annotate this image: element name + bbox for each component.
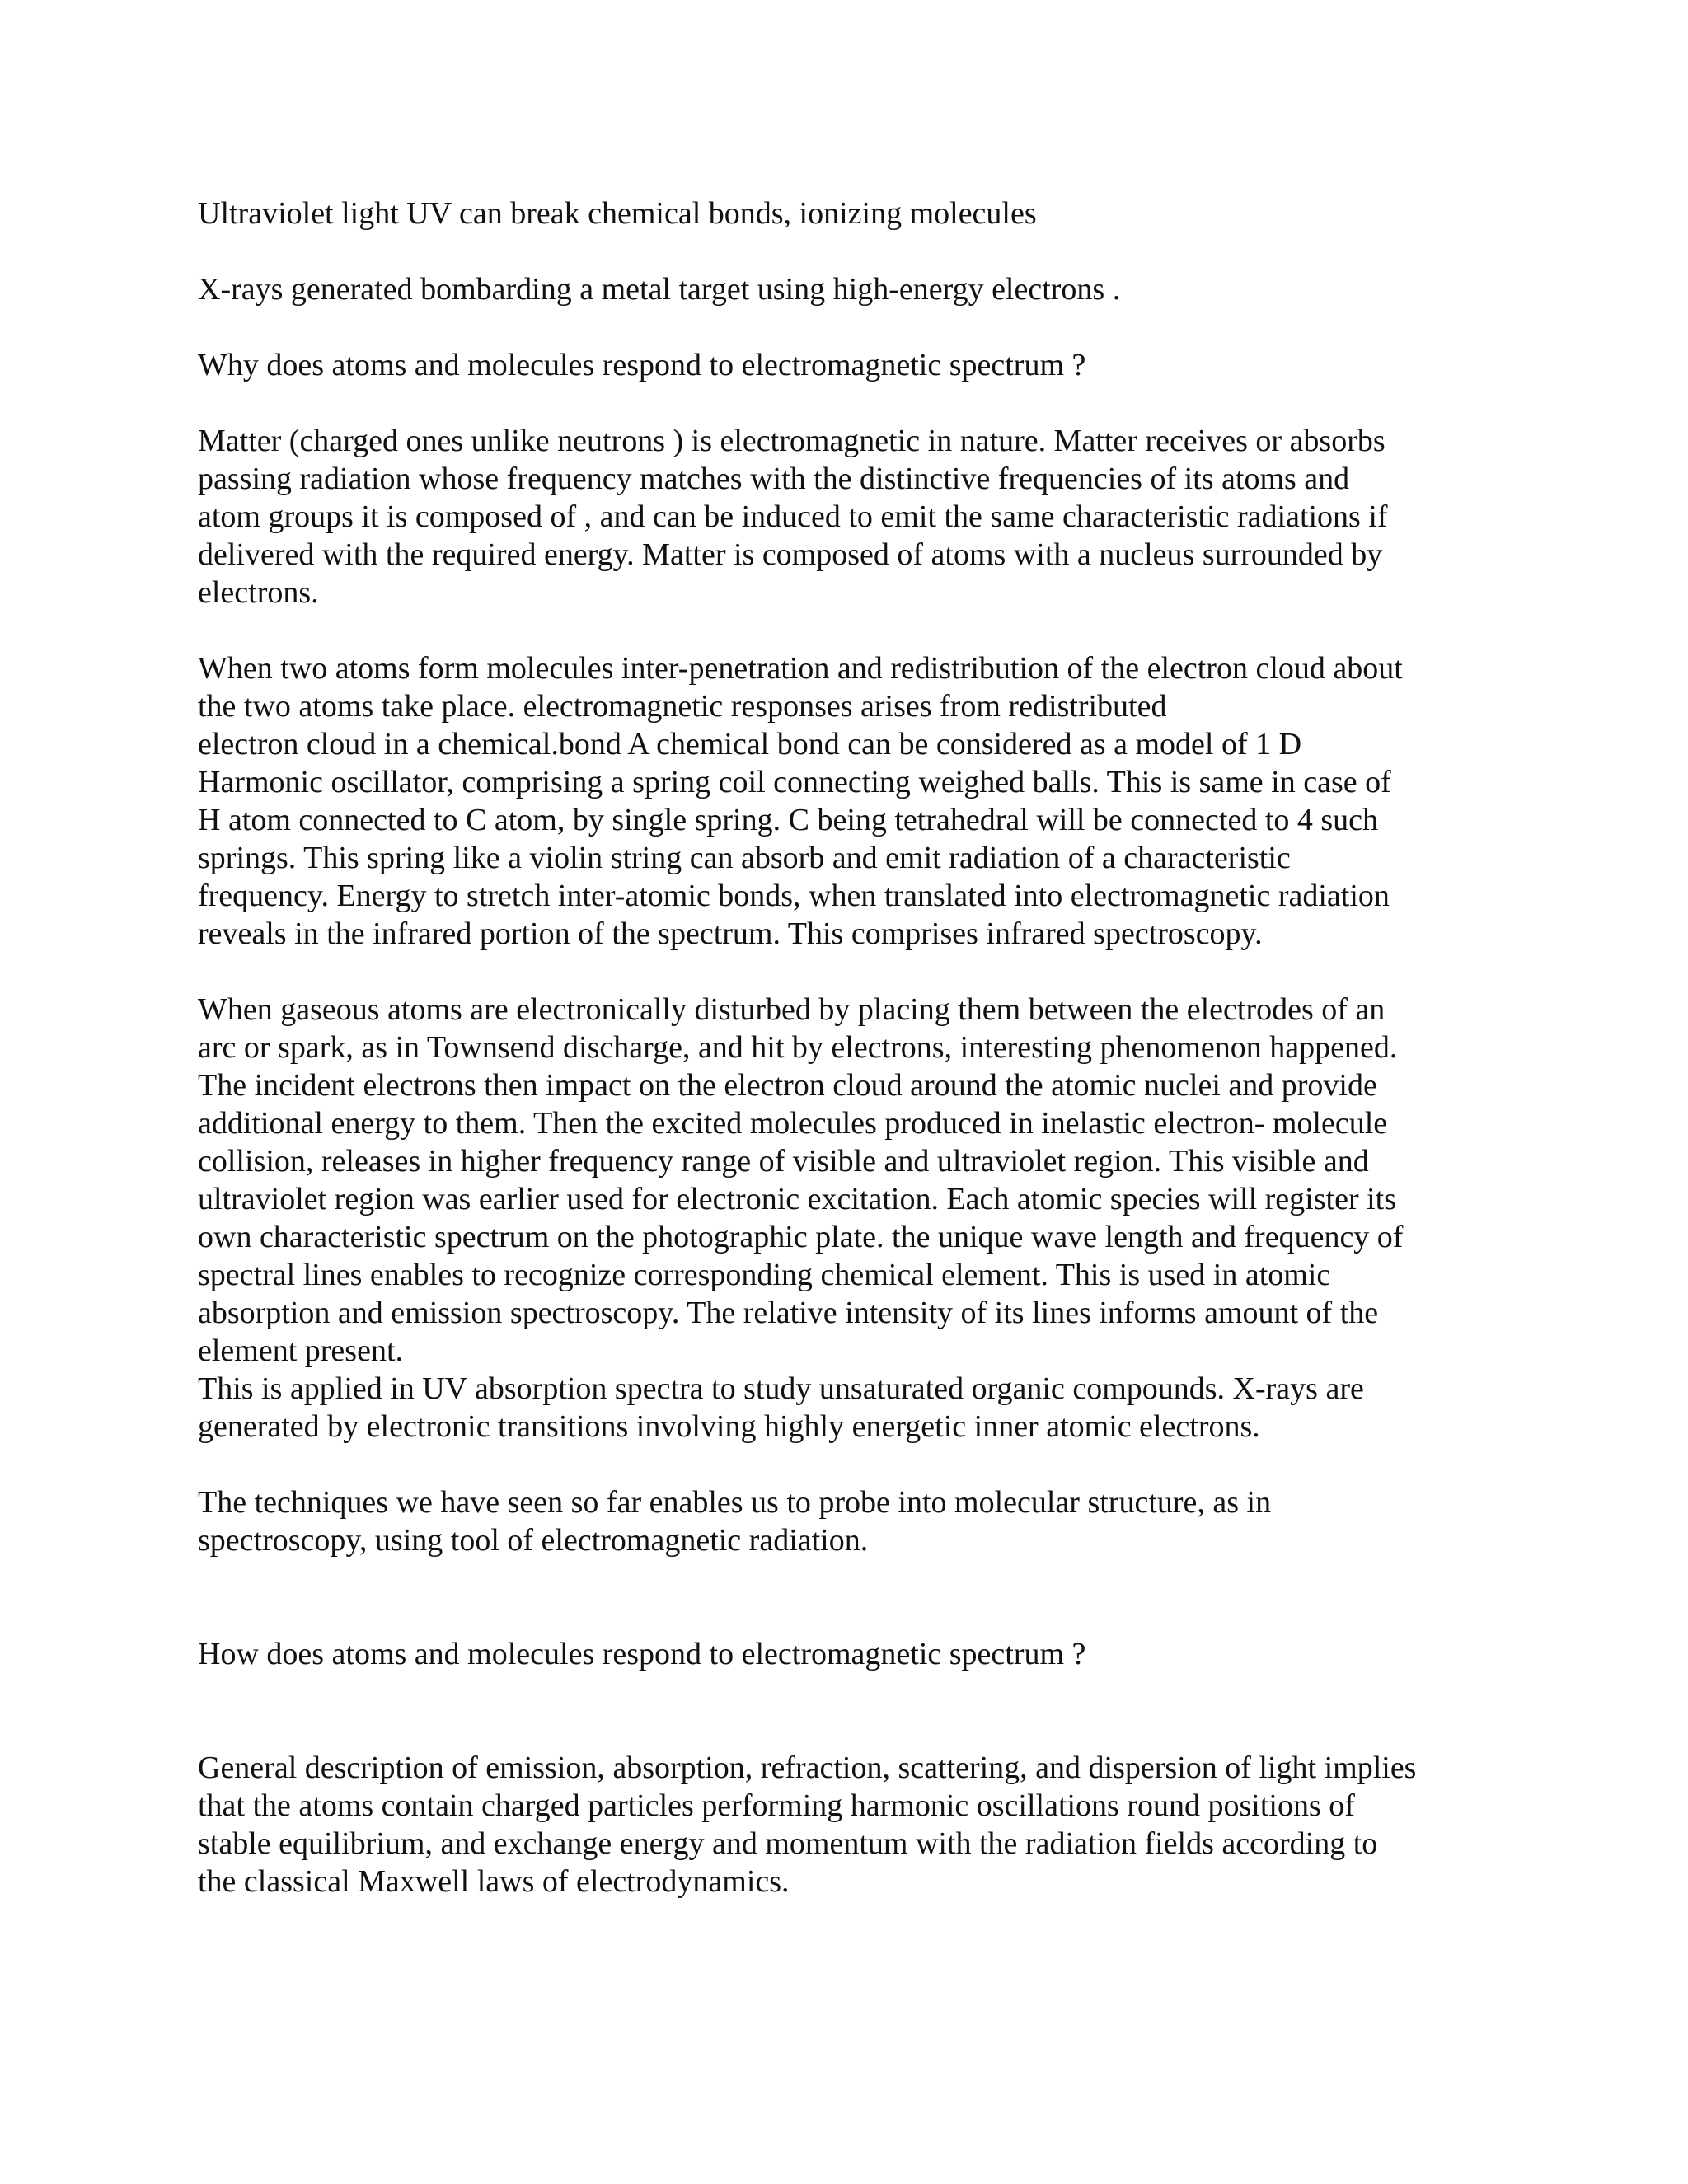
text-line: Harmonic oscillator, comprising a spring coil connecting weighed balls. This is same in case of xyxy=(198,765,1391,799)
text-line: When two atoms form molecules inter-penetration and redistribution of the electron cloud about xyxy=(198,651,1403,686)
text-line: the classical Maxwell laws of electrodynamics. xyxy=(198,1864,790,1899)
text-line: When gaseous atoms are electronically disturbed by placing them between the electrodes of an xyxy=(198,992,1386,1027)
paragraph-xrays xyxy=(198,270,1484,308)
text-line: additional energy to them. Then the excited molecules produced in inelastic electron- molecule xyxy=(198,1106,1388,1141)
paragraph-general-description xyxy=(198,1749,1484,1900)
paragraph-why-question xyxy=(198,346,1484,384)
text-line: springs. This spring like a violin string can absorb and emit radiation of a characteristic xyxy=(198,841,1291,875)
text-line: delivered with the required energy. Matter is composed of atoms with a nucleus surrounded by xyxy=(198,537,1383,572)
text-line: the two atoms take place. electromagnetic responses arises from redistributed xyxy=(198,689,1167,724)
text-line: electrons. xyxy=(198,575,319,610)
paragraph-gap xyxy=(198,1673,1484,1749)
paragraph-uv-light xyxy=(198,194,1484,232)
text-line: frequency. Energy to stretch inter-atomic bonds, when translated into electromagnetic radiation xyxy=(198,879,1390,913)
text-line: X-rays generated bombarding a metal target using high-energy electrons . xyxy=(198,272,1121,307)
text-line: electron cloud in a chemical.bond A chemical bond can be considered as a model of 1 D xyxy=(198,727,1302,762)
text-line: General description of emission, absorption, refraction, scattering, and dispersion of light implies xyxy=(198,1750,1417,1785)
text-line: element present. xyxy=(198,1333,404,1368)
text-line: collision, releases in higher frequency range of visible and ultraviolet region. This visible and xyxy=(198,1144,1369,1179)
paragraph-gaseous-atoms xyxy=(198,991,1484,1446)
document-body xyxy=(198,194,1484,1900)
paragraph-molecules xyxy=(198,649,1484,953)
paragraph-gap xyxy=(198,1446,1484,1483)
text-line: Ultraviolet light UV can break chemical bonds, ionizing molecules xyxy=(198,196,1037,231)
text-line: reveals in the infrared portion of the spectrum. This comprises infrared spectroscopy. xyxy=(198,916,1263,951)
paragraph-techniques xyxy=(198,1483,1484,1559)
paragraph-gap xyxy=(198,232,1484,270)
text-line: absorption and emission spectroscopy. The relative intensity of its lines informs amount of the xyxy=(198,1296,1379,1330)
text-line: passing radiation whose frequency matches with the distinctive frequencies of its atoms and xyxy=(198,462,1350,496)
paragraph-gap xyxy=(198,612,1484,649)
text-line: ultraviolet region was earlier used for electronic excitation. Each atomic species will register its xyxy=(198,1182,1397,1216)
paragraph-gap xyxy=(198,308,1484,346)
text-line: arc or spark, as in Townsend discharge, and hit by electrons, interesting phenomenon happened. xyxy=(198,1030,1398,1065)
paragraph-gap xyxy=(198,384,1484,422)
text-line: H atom connected to C atom, by single spring. C being tetrahedral will be connected to 4 such xyxy=(198,803,1379,837)
text-line: spectroscopy, using tool of electromagnetic radiation. xyxy=(198,1523,869,1558)
paragraph-gap xyxy=(198,953,1484,991)
paragraph-how-question xyxy=(198,1635,1484,1673)
text-line: The incident electrons then impact on the electron cloud around the atomic nuclei and provide xyxy=(198,1068,1377,1103)
text-line: This is applied in UV absorption spectra to study unsaturated organic compounds. X-rays are xyxy=(198,1371,1364,1406)
text-line: Matter (charged ones unlike neutrons ) is electromagnetic in nature. Matter receives or absorbs xyxy=(198,424,1386,458)
paragraph-matter xyxy=(198,422,1484,612)
text-line: spectral lines enables to recognize corresponding chemical element. This is used in atomic xyxy=(198,1258,1331,1292)
text-line: atom groups it is composed of , and can be induced to emit the same characteristic radiations if xyxy=(198,499,1388,534)
text-line: How does atoms and molecules respond to electromagnetic spectrum ? xyxy=(198,1637,1086,1671)
text-line: that the atoms contain charged particles performing harmonic oscillations round positions of xyxy=(198,1788,1355,1823)
paragraph-gap xyxy=(198,1559,1484,1635)
text-line: The techniques we have seen so far enables us to probe into molecular structure, as in xyxy=(198,1485,1272,1520)
text-line: generated by electronic transitions involving highly energetic inner atomic electrons. xyxy=(198,1409,1260,1444)
text-line: Why does atoms and molecules respond to electromagnetic spectrum ? xyxy=(198,348,1086,382)
text-line: stable equilibrium, and exchange energy and momentum with the radiation fields according to xyxy=(198,1826,1378,1861)
text-line: own characteristic spectrum on the photographic plate. the unique wave length and frequency of xyxy=(198,1220,1404,1254)
